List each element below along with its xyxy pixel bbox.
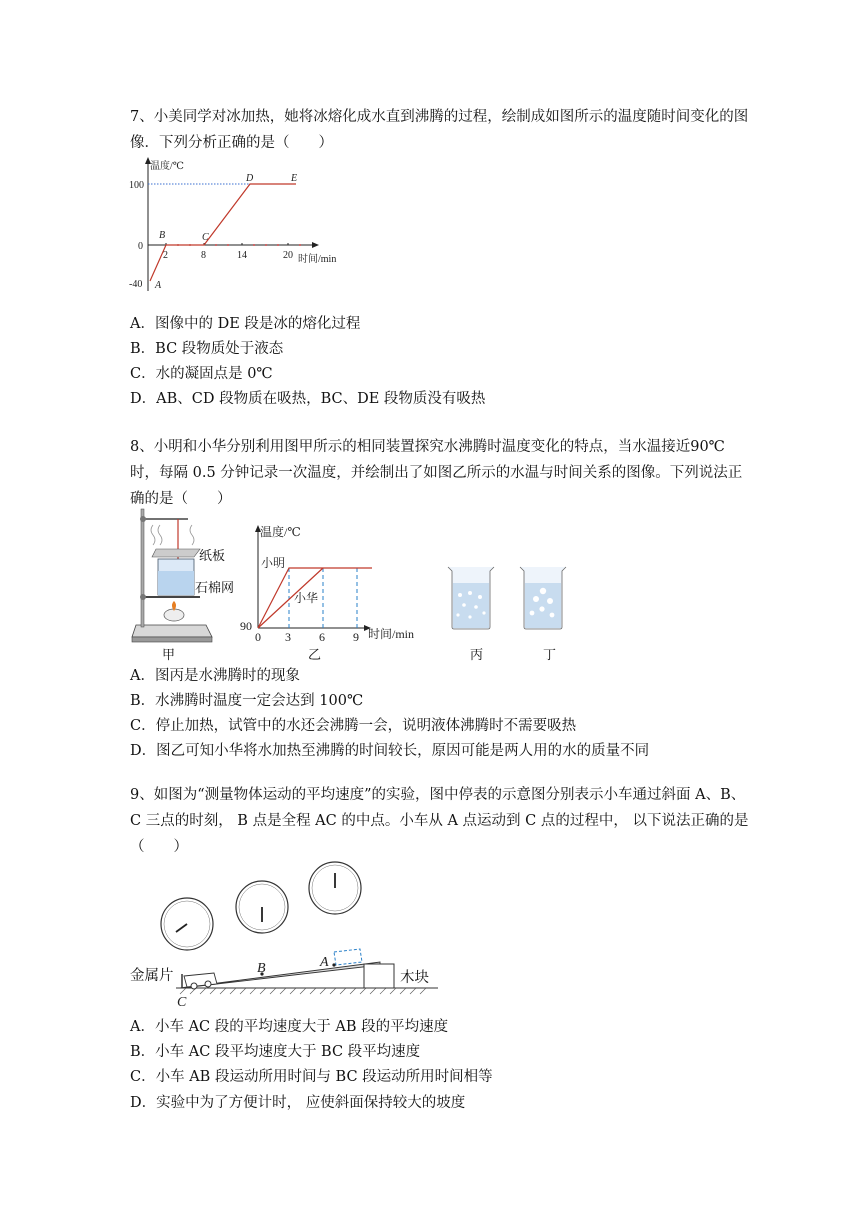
q7-point-d: D <box>246 173 254 184</box>
q8-label-paper: 纸板 <box>199 549 226 564</box>
q8-series-xiaohua: 小华 <box>294 591 319 605</box>
q9-stem: 9、如图为“测量物体运动的平均速度”的实验，图中停表的示意图分别表示小车通过斜面 A、B、C 三点的时刻， B 点是全程 AC 的中点。小车从 A 点运动到 C 点的过程中， 以下说法正确的是（ ） <box>130 787 749 855</box>
q8-temperature-graph <box>238 520 428 645</box>
q7-stem: 7、小美同学对冰加热，她将冰熔化成水直到沸腾的过程，绘制成如图所示的温度随时间变化的图像．下列分析正确的是（ ） <box>130 109 749 151</box>
q8-caption-bing: 丙 <box>470 648 484 663</box>
q8-xtick-9: 9 <box>353 630 359 644</box>
q9-option-b: B．小车 AC 段平均速度大于 BC 段平均速度 <box>130 1044 421 1060</box>
q8-beaker-ding <box>518 565 568 631</box>
q8-caption-ding: 丁 <box>543 648 557 663</box>
q9-label-block: 木块 <box>400 970 429 986</box>
q9-point-b: B <box>257 961 266 976</box>
q7-ytick-100: 100 <box>129 180 144 191</box>
q8-option-c: C．停止加热，试管中的水还会沸腾一会，说明液体沸腾时不需要吸热 <box>130 718 577 734</box>
q7-option-d: D．AB、CD 段物质在吸热，BC、DE 段物质没有吸热 <box>130 391 486 407</box>
q7-option-a: A．图像中的 DE 段是冰的熔化过程 <box>130 316 361 332</box>
q7-point-b: B <box>159 230 166 241</box>
q9-point-c: C <box>177 995 187 1010</box>
q7-xtick-2: 2 <box>163 250 168 261</box>
q8-beaker-bing <box>446 565 496 631</box>
q8-caption-jia: 甲 <box>162 648 176 663</box>
q9-label-metal: 金属片 <box>130 968 174 984</box>
q8-caption-yi: 乙 <box>308 648 322 663</box>
q8-xtick-6: 6 <box>319 630 325 644</box>
q7-option-b: B．BC 段物质处于液态 <box>130 341 284 357</box>
q8-xtick-0: 0 <box>255 630 261 644</box>
q8-option-b: B．水沸腾时温度一定会达到 100℃ <box>130 693 364 709</box>
q7-xtick-20: 20 <box>283 250 293 261</box>
q8-option-d: D．图乙可知小华将水加热至沸腾的时间较长，原因可能是两人用的水的质量不同 <box>130 743 650 759</box>
q8-xlabel: 时间/min <box>368 627 415 641</box>
q9-point-a: A <box>320 955 329 970</box>
q9-option-a: A．小车 AC 段的平均速度大于 AB 段的平均速度 <box>130 1019 449 1035</box>
q7-option-c: C．水的凝固点是 0℃ <box>130 366 273 382</box>
q9-option-c: C．小车 AB 段运动所用时间与 BC 段运动所用时间相等 <box>130 1069 493 1085</box>
q7-ylabel: 温度/℃ <box>150 161 184 172</box>
q8-series-xiaoming: 小明 <box>261 556 286 570</box>
q7-point-e: E <box>291 173 298 184</box>
q7-xlabel: 时间/min <box>298 254 337 265</box>
q7-ytick-0: 0 <box>138 241 143 252</box>
q7-point-c: C <box>202 232 209 243</box>
q7-xtick-14: 14 <box>237 250 247 261</box>
q8-ylabel: 温度/℃ <box>260 525 301 539</box>
q7-xtick-8: 8 <box>201 250 206 261</box>
q7-point-a: A <box>155 280 162 291</box>
q8-option-a: A．图丙是水沸腾时的现象 <box>130 668 300 684</box>
q7-ytick-neg40: -40 <box>129 279 143 290</box>
q7-temperature-graph <box>120 155 360 295</box>
q8-stem: 8、小明和小华分别利用图甲所示的相同装置探究水沸腾时温度变化的特点，当水温接近90℃时，每隔 0.5 分钟记录一次温度，并绘制出了如图乙所示的水温与时间关系的图像。下列说法正确的是（ ） <box>130 439 743 507</box>
q8-ytick-90: 90 <box>240 619 252 633</box>
q9-option-d: D．实验中为了方便计时， 应使斜面保持较大的坡度 <box>130 1095 466 1111</box>
q9-incline-figure <box>130 856 440 1012</box>
q8-xtick-3: 3 <box>285 630 291 644</box>
q8-label-gauze: 石棉网 <box>195 581 235 596</box>
